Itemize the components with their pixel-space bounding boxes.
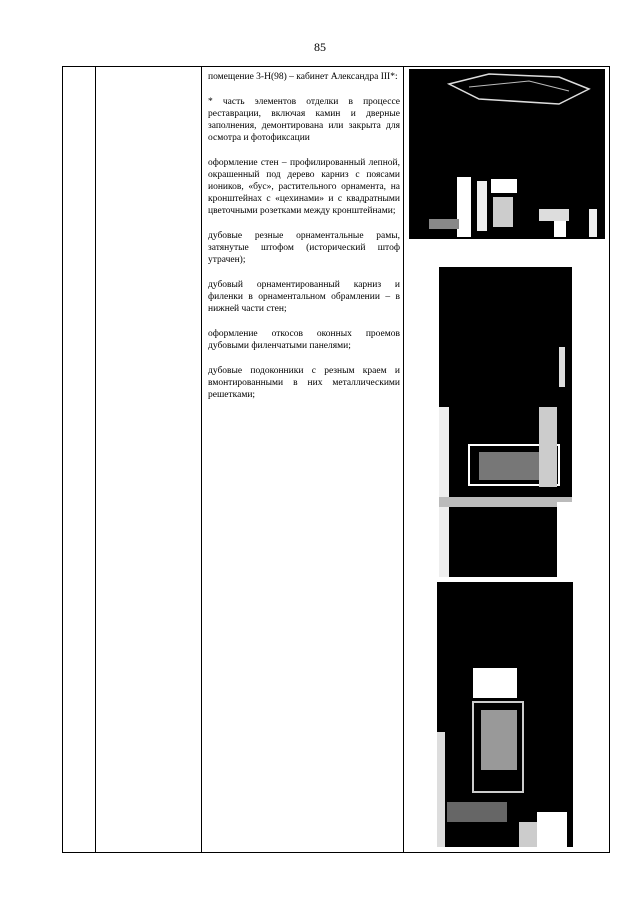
window-recess-photo — [439, 267, 572, 577]
paragraph-room-title: помещение 3-Н(98) – кабинет Александра III*: — [208, 72, 398, 82]
paragraph-window-sills: дубовые подоконники с резным краем и вмонтированными в них металлическими решетками; — [208, 366, 400, 400]
room-with-windows-photo — [409, 69, 605, 239]
paragraph-oak-cornice: дубовый орнаментированный карниз и филенки в орнаментальном обрамлении – в нижней части стен; — [208, 280, 400, 314]
paragraph-oak-frames: дубовые резные орнаментальные рамы, затянутые штофом (исторический штоф утрачен); — [208, 231, 400, 265]
paragraph-window-slopes: оформление откосов оконных проемов дубовыми филенчатыми панелями; — [208, 329, 400, 351]
column-divider — [403, 67, 404, 852]
page-number: 85 — [314, 40, 326, 54]
paragraph-restoration-note: * часть элементов отделки в процессе реставрации, включая камин и дверные заполнения, демонтирована или закрыта для осмотра и фотофиксации — [208, 97, 400, 143]
description-cell — [208, 71, 400, 414]
document-table — [62, 66, 610, 853]
paragraph-wall-decoration: оформление стен – профилированный лепной, окрашенный под дерево карниз с поясами иоников, «бус», растительного орнамента, на кронштейнах с «цехинами» и с квадратными цветочными розетками между кронштейнами; — [208, 158, 400, 216]
column-divider — [95, 67, 96, 852]
column-divider — [201, 67, 202, 852]
window-interior-photo — [437, 582, 573, 847]
